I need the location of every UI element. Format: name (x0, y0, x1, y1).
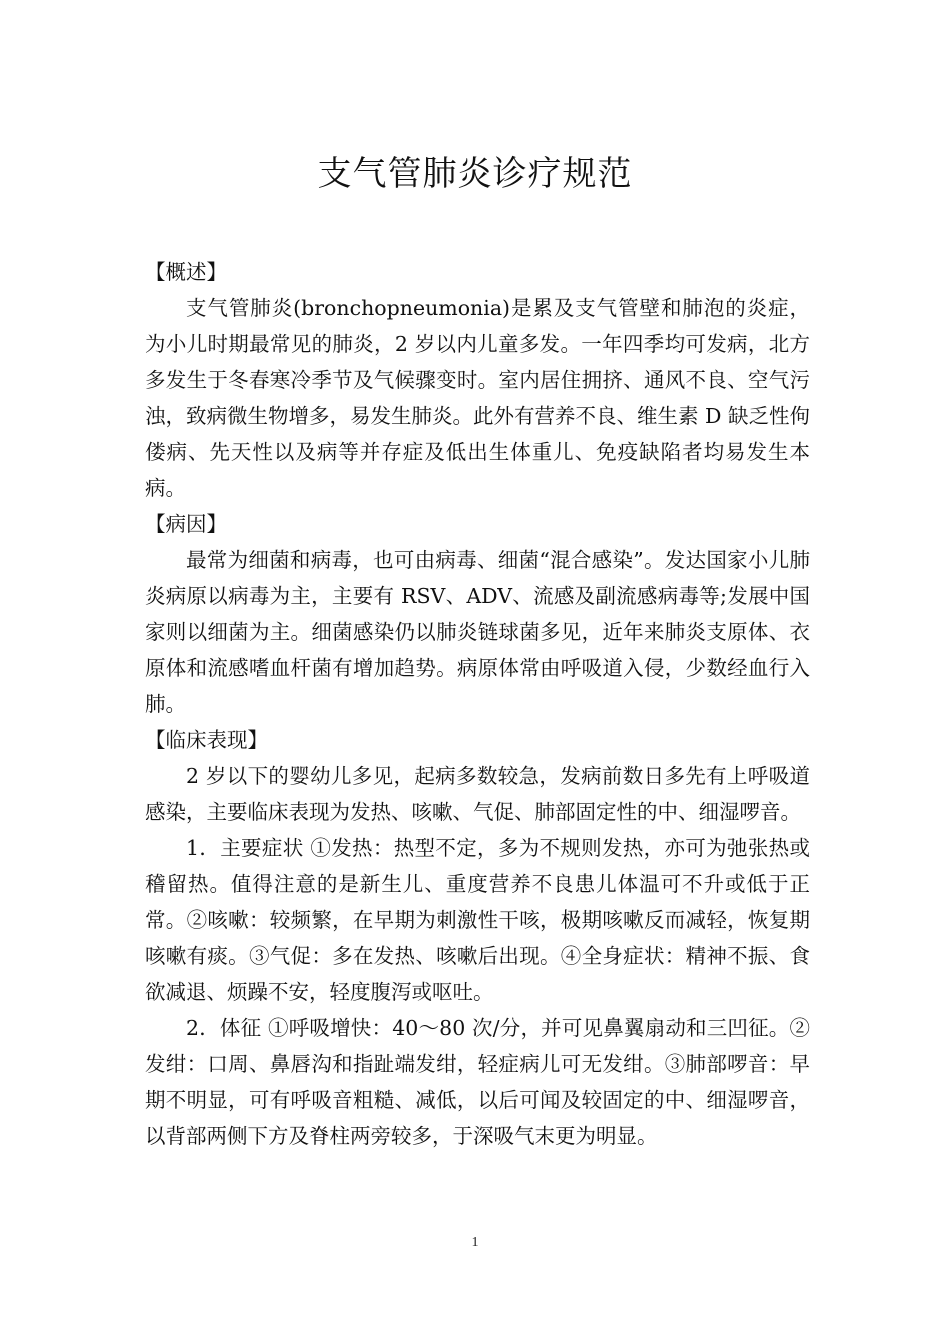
overview-paragraph: 支气管肺炎(bronchopneumonia)是累及支气管壁和肺泡的炎症，为小儿时期最常见的肺炎，2 岁以内儿童多发。一年四季均可发病，北方多发生于冬春寒冷季节及气候骤变时。室内居住拥挤、通风不良、空气污浊，致病微生物增多，易发生肺炎。此外有营养不良、维生素 D 缺乏性佝偻病、先天性以及病等并存症及低出生体重儿、免疫缺陷者均易发生本病。 (145, 296, 810, 500)
clinical-symptoms-paragraph: 1．主要症状 ①发热：热型不定，多为不规则发热，亦可为弛张热或稽留热。值得注意的是新生儿、重度营养不良患儿体温可不升或低于正常。②咳嗽：较频繁，在早期为刺激性干咳，极期咳嗽反而减轻，恢复期咳嗽有痰。③气促：多在发热、咳嗽后出现。④全身症状：精神不振、食欲减退、烦躁不安，轻度腹泻或呕吐。 (145, 836, 810, 1004)
document-title: 支气管肺炎诊疗规范 (317, 154, 633, 194)
etiology-paragraph: 最常为细菌和病毒，也可由病毒、细菌“混合感染”。发达国家小儿肺炎病原以病毒为主，主要有 RSV、ADV、流感及副流感病毒等;发展中国家则以细菌为主。细菌感染仍以肺炎链球菌多见，近年来肺炎支原体、衣原体和流感嗜血杆菌有增加趋势。病原体常由呼吸道入侵，少数经血行入肺。 (145, 548, 810, 716)
section-heading-overview: 【概述】 (145, 260, 227, 284)
section-heading-clinical: 【临床表现】 (145, 728, 268, 752)
section-heading-etiology: 【病因】 (145, 512, 227, 536)
clinical-intro-paragraph: 2 岁以下的婴幼儿多见，起病多数较急，发病前数日多先有上呼吸道感染，主要临床表现为发热、咳嗽、气促、肺部固定性的中、细湿啰音。 (145, 764, 810, 824)
clinical-signs-paragraph: 2．体征 ①呼吸增快：40～80 次/分，并可见鼻翼扇动和三凹征。②发绀：口周、鼻唇沟和指趾端发绀，轻症病儿可无发绀。③肺部啰音：早期不明显，可有呼吸音粗糙、减低，以后可闻及较固定的中、细湿啰音，以背部两侧下方及脊柱两旁较多，于深吸气末更为明显。 (145, 1016, 810, 1148)
document-body (145, 254, 810, 1154)
page-number: 1 (471, 1235, 479, 1250)
